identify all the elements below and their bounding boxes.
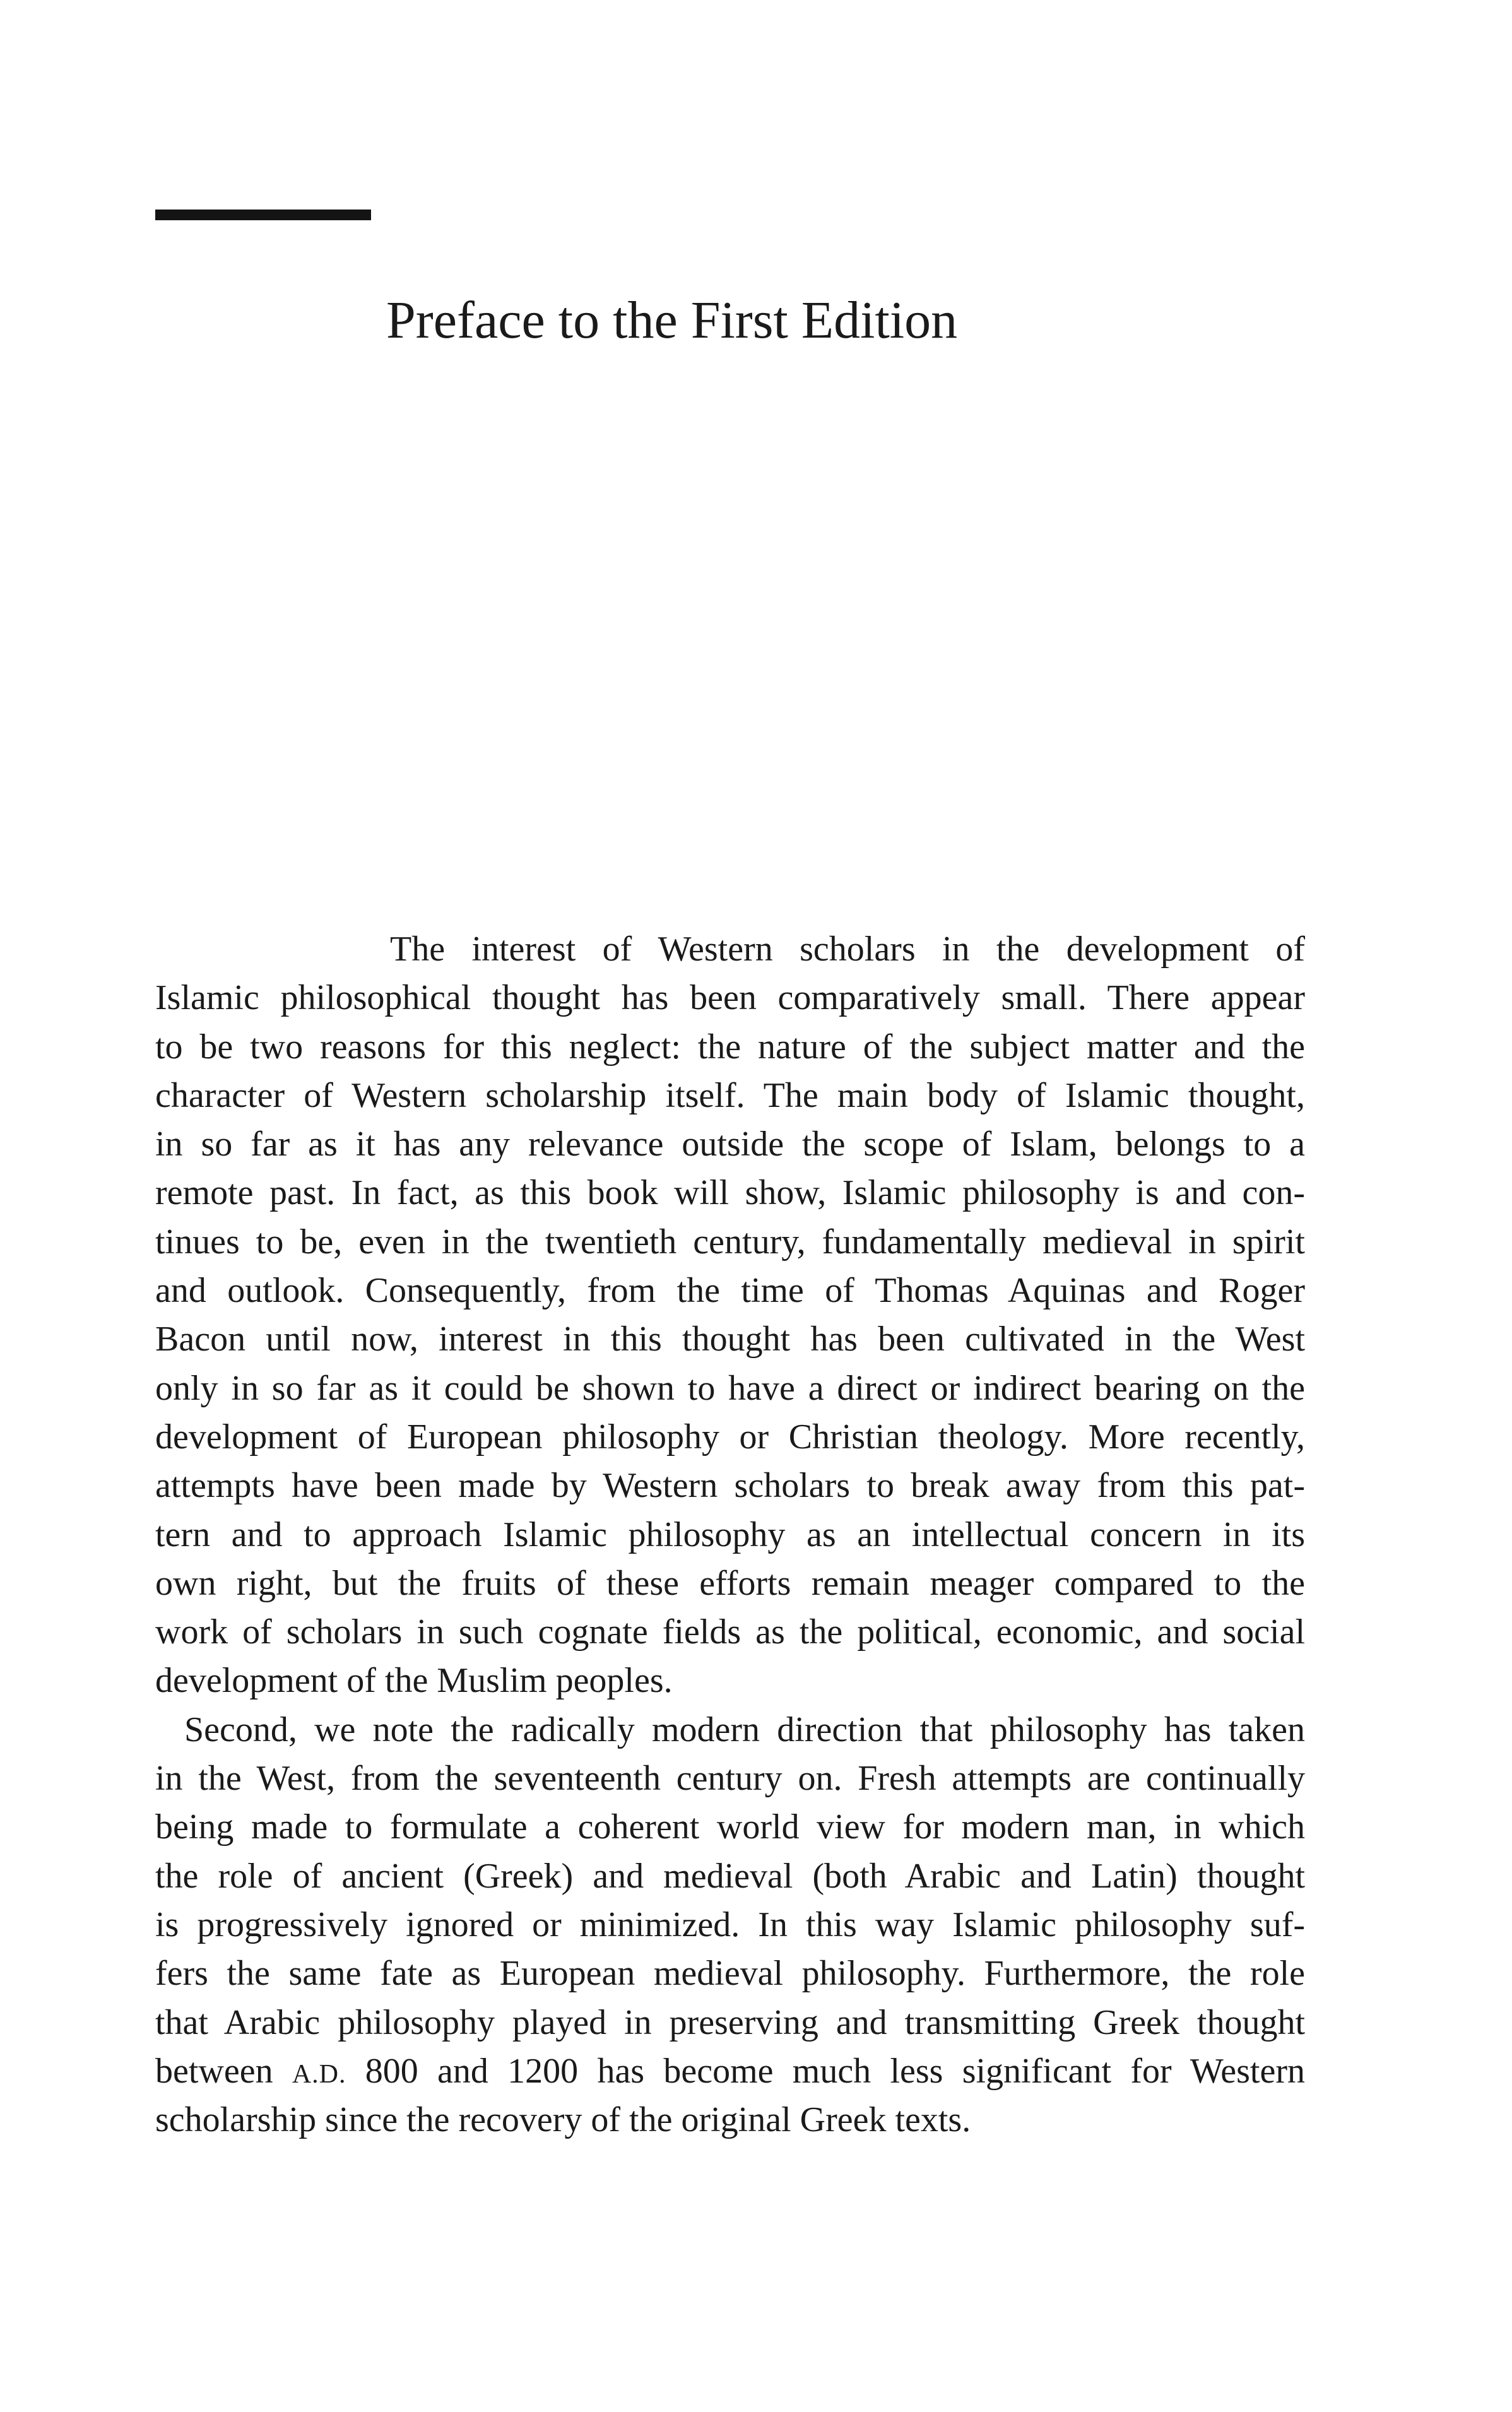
paragraph-1-line-9: Bacon until now, interest in this thought has been cultivated in the West <box>155 1320 1305 1359</box>
line-text-before: between <box>155 2051 292 2091</box>
paragraph-1-line-5: in so far as it has any relevance outside the scope of Islam, belongs to a <box>155 1125 1305 1164</box>
paragraph-1-line-6: remote past. In fact, as this book will show, Islamic philosophy is and con- <box>155 1173 1305 1213</box>
paragraph-2-line-8 <box>155 2047 1305 2096</box>
chapter-rule <box>155 210 371 220</box>
paragraph-1-line-12: attempts have been made by Western scholars to break away from this pat- <box>155 1466 1305 1506</box>
paragraph-1-line-15: work of scholars in such cognate fields as the political, economic, and social <box>155 1612 1305 1652</box>
paragraph-1-line-10: only in so far as it could be shown to have a direct or indirect bearing on the <box>155 1368 1305 1408</box>
paragraph-2-line-4: the role of ancient (Greek) and medieval (both Arabic and Latin) thought <box>155 1856 1305 1896</box>
paragraph-2-line-2: in the West, from the seventeenth century on. Fresh attempts are continually <box>155 1759 1305 1799</box>
era-abbreviation: A.D. <box>292 2059 346 2089</box>
paragraph-1-line-8: and outlook. Consequently, from the time of Thomas Aquinas and Roger <box>155 1271 1305 1311</box>
paragraph-1-line-7: tinues to be, even in the twentieth century, fundamentally medieval in spirit <box>155 1222 1305 1262</box>
paragraph-1-line-2: Islamic philosophical thought has been comparatively small. There appear <box>155 978 1305 1018</box>
paragraph-1-line-4: character of Western scholarship itself. The main body of Islamic thought, <box>155 1075 1305 1115</box>
paragraph-2-line-7: that Arabic philosophy played in preserving and transmitting Greek thought <box>155 2002 1305 2042</box>
paragraph-1-line-3: to be two reasons for this neglect: the nature of the subject matter and the <box>155 1027 1305 1067</box>
body-text <box>155 925 1305 2144</box>
paragraph-1-line-14: own right, but the fruits of these efforts remain meager compared to the <box>155 1563 1305 1603</box>
chapter-title: Preface to the First Edition <box>386 291 958 350</box>
paragraph-1-line-13: tern and to approach Islamic philosophy as an intellectual concern in its <box>155 1515 1305 1554</box>
paragraph-1-line-11: development of European philosophy or Christian theology. More recently, <box>155 1417 1305 1457</box>
paragraph-2-line-1: Second, we note the radically modern direction that philosophy has taken <box>184 1710 1305 1749</box>
paragraph-2-line-9: scholarship since the recovery of the original Greek texts. <box>155 2100 971 2140</box>
paragraph-1-line-16: development of the Muslim peoples. <box>155 1661 673 1701</box>
paragraph-2-line-5: is progressively ignored or minimized. In this way Islamic philosophy suf- <box>155 1905 1305 1944</box>
paragraph-2-line-6: fers the same fate as European medieval philosophy. Furthermore, the role <box>155 1954 1305 1994</box>
paragraph-2-line-3: being made to formulate a coherent world view for modern man, in which <box>155 1807 1305 1847</box>
paragraph-1-line-1: The interest of Western scholars in the development of <box>390 930 1305 969</box>
line-text-after: 800 and 1200 has become much less significant for Western <box>346 2051 1305 2091</box>
